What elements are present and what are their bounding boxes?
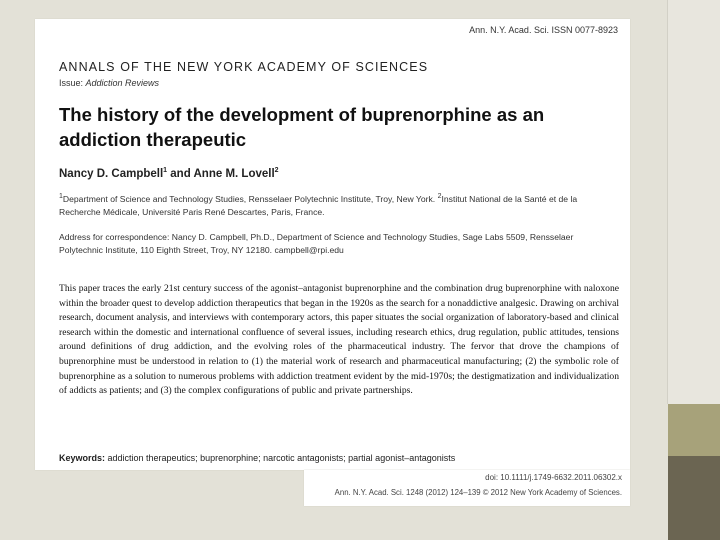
affiliation-2: Institut National de la Santé et de la Recherche Médicale, Université Paris René Descartes, Paris, France. (59, 193, 578, 217)
issue-name: Addiction Reviews (85, 78, 160, 88)
keywords-line (59, 453, 619, 463)
paper-first-page (35, 19, 630, 470)
author-join: and (167, 167, 194, 180)
side-accent-dark (668, 456, 720, 540)
issue-prefix: Issue: (59, 78, 86, 88)
paper-title: The history of the development of buprenorphine as an addiction therapeutic (59, 104, 545, 150)
doi-line: doi: 10.1111/j.1749-6632.2011.06302.x (485, 473, 622, 482)
author-2: Anne M. Lovell (193, 167, 275, 180)
keywords-list: addiction therapeutics; buprenorphine; narcotic antagonists; partial agonist–antagonists (105, 453, 456, 463)
side-accent-olive (668, 404, 720, 456)
affiliation-sup-1: 1 (59, 193, 63, 200)
citation-line: Ann. N.Y. Acad. Sci. 1248 (2012) 124–139 © 2012 New York Academy of Sciences. (334, 488, 622, 497)
author-2-sup: 2 (274, 167, 279, 174)
author-1-sup: 1 (163, 167, 168, 174)
issue-line (59, 78, 159, 88)
affiliations (59, 190, 619, 219)
correspondence-address: Address for correspondence: Nancy D. Campbell, Ph.D., Department of Science and Technology Studies, Sage Labs 5509, Rensselaer Polytechnic Institute, 110 Eighth Street, Troy, NY 12180. campbell@rpi.edu (59, 232, 574, 255)
paper-footer (304, 470, 630, 506)
authors-line (59, 167, 279, 180)
abstract-text: This paper traces the early 21st century success of the agonist–antagonist buprenorphine and the combination drug buprenorphine with naloxone within the broader quest to develop addiction therapeutics that began in the 1920s as the search for a nonaddictive analgesic. Drawing on archival research, document analysis, and interviews with contemporary actors, this paper situates the social organization of laboratory-based and clinical research within the domestic and international confluence of several issues, including research ethics, drug regulation, public attitudes, tensions around definitions of drug addiction, and the evolving roles of the pharmaceutical industry. The fervor that drove the champions of buprenorphine must be understood in relation to (1) the material work of research and pharmaceutical manufacturing; (2) the symbolic role of buprenorphine as a solution to numerous problems with addiction treatment evident by the mid-1970s; the destigmatization and individualization of addicts as patients; and (3) the complex configurations of public and private partnerships. (59, 283, 619, 397)
journal-reference: Ann. N.Y. Acad. Sci. ISSN 0077-8923 (469, 25, 618, 35)
affiliation-1: Department of Science and Technology Studies, Rensselaer Polytechnic Institute, Troy, New York. (62, 193, 438, 204)
journal-name: ANNALS OF THE NEW YORK ACADEMY OF SCIENCES (59, 60, 429, 74)
keywords-label: Keywords: (59, 453, 106, 463)
author-1: Nancy D. Campbell (59, 167, 164, 180)
affiliation-sup-2: 2 (437, 193, 442, 200)
side-panel-top (667, 0, 720, 404)
